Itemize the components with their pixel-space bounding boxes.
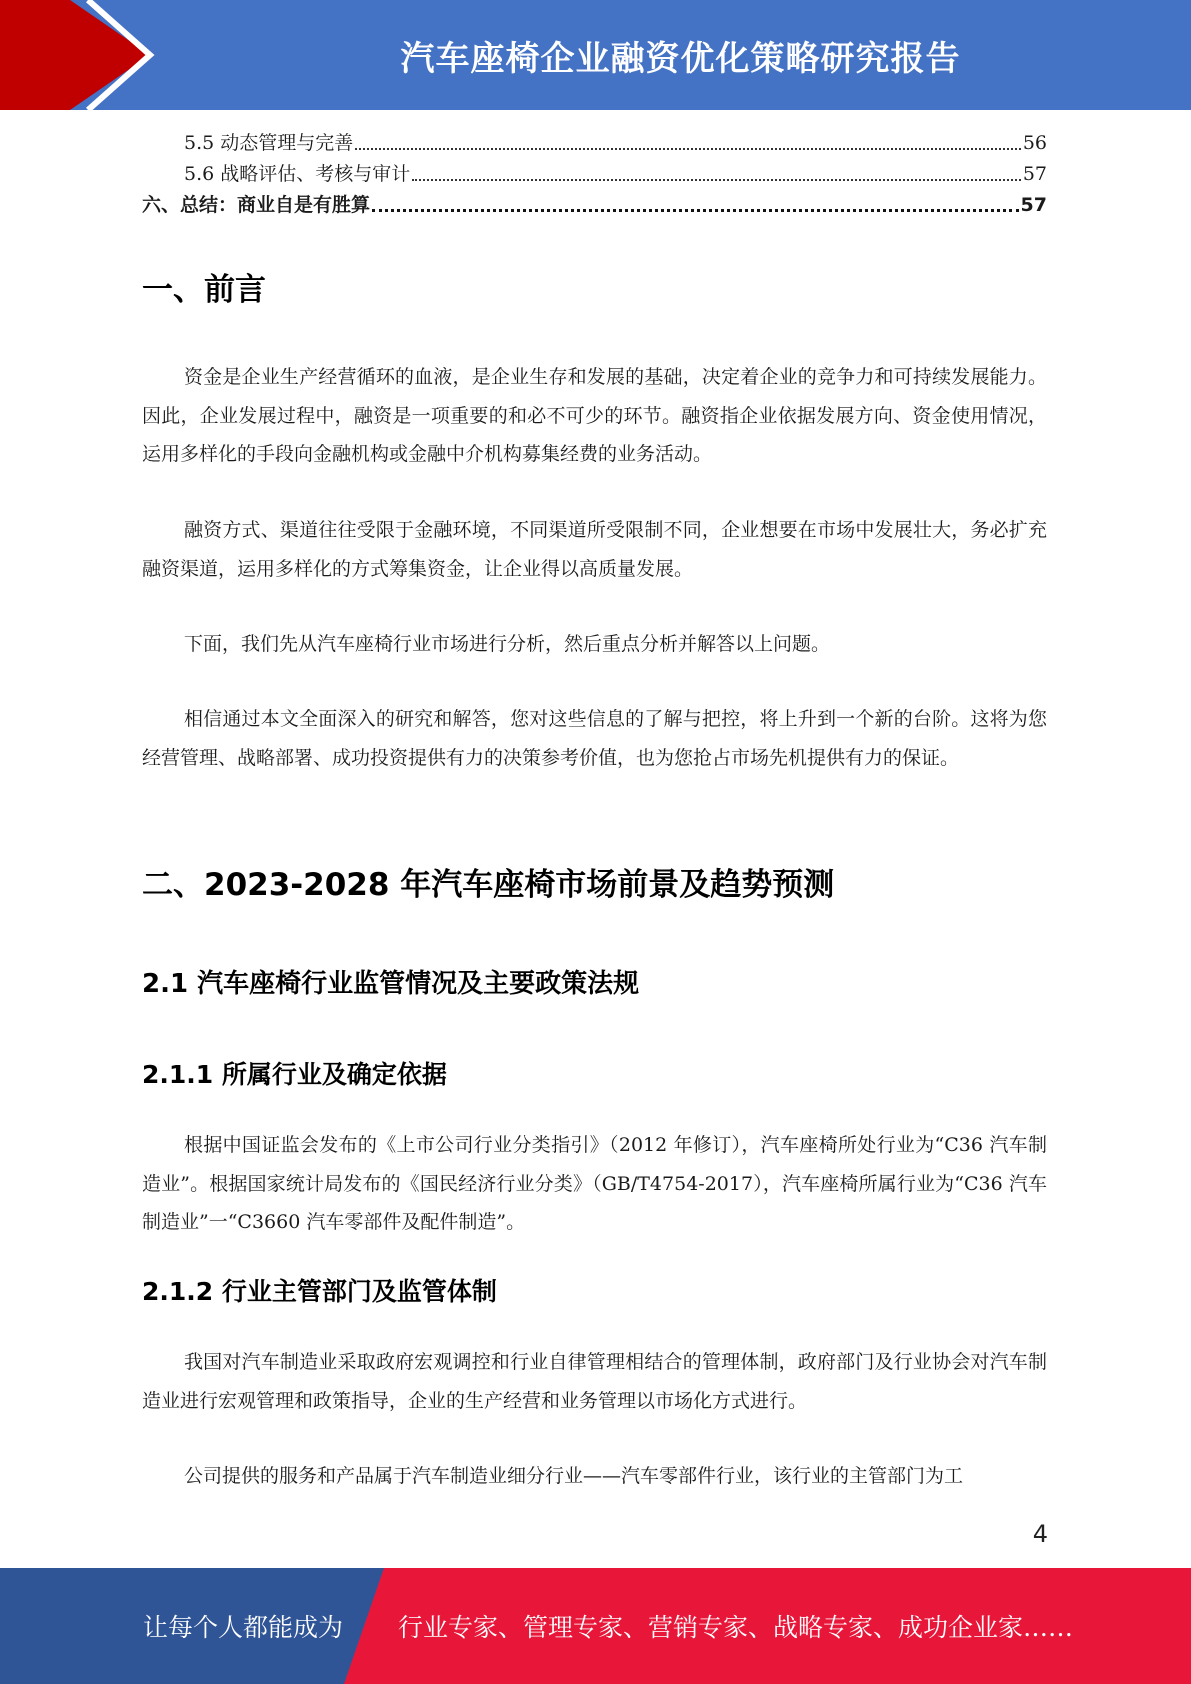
body-paragraph: 融资方式、渠道往往受限于金融环境，不同渠道所受限制不同，企业想要在市场中发展壮大，务必扩充融资渠道，运用多样化的方式筹集资金，让企业得以高质量发展。 (142, 519, 1047, 580)
toc-entry-label: 5.6 战略评估、考核与审计 (184, 163, 411, 185)
toc-entry[interactable] (142, 190, 1047, 220)
toc-leader-dots (372, 209, 1019, 212)
toc-entry-page: 56 (1022, 132, 1047, 154)
subsection-heading-2-1-2: 2.1.2 行业主管部门及监管体制 (142, 1277, 497, 1306)
footer-slogan-left: 让每个人都能成为 (143, 1613, 344, 1642)
subsection-heading-2-1-1: 2.1.1 所属行业及确定依据 (142, 1060, 447, 1089)
toc-entry-page: 57 (1020, 194, 1047, 216)
page-header (0, 0, 1191, 110)
document-title: 汽车座椅企业融资优化策略研究报告 (400, 38, 961, 79)
toc-entry[interactable] (142, 128, 1047, 158)
footer-slogan-right: 行业专家、管理专家、营销专家、战略专家、成功企业家…… (398, 1613, 1074, 1642)
toc-entry[interactable] (142, 159, 1047, 189)
page-footer (0, 1568, 1191, 1684)
toc-entry-label: 六、总结：商业自是有胜算 (142, 194, 371, 216)
toc-entry-page: 57 (1022, 163, 1047, 185)
body-paragraph: 根据中国证监会发布的《上市公司行业分类指引》（2012 年修订），汽车座椅所处行业为“C36 汽车制造业”。根据国家统计局发布的《国民经济行业分类》（GB/T4754-2017），汽车座椅所属行业为“C36 汽车制造业”一“C3660 汽车零部件及配件制造”。 (142, 1134, 1047, 1233)
section-heading-preface: 一、前言 (142, 272, 266, 308)
toc-leader-dots (412, 179, 1021, 181)
page-number: 4 (1032, 1520, 1048, 1548)
body-paragraph: 下面，我们先从汽车座椅行业市场进行分析，然后重点分析并解答以上问题。 (184, 633, 831, 655)
body-paragraph: 资金是企业生产经营循环的血液，是企业生存和发展的基础，决定着企业的竞争力和可持续发展能力。因此，企业发展过程中，融资是一项重要的和必不可少的环节。融资指企业依据发展方向、资金使用情况，运用多样化的手段向金融机构或金融中介机构募集经费的业务活动。 (142, 366, 1047, 465)
body-paragraph: 公司提供的服务和产品属于汽车制造业细分行业——汽车零部件行业，该行业的主管部门为工 (184, 1465, 964, 1487)
subsection-heading-2-1: 2.1 汽车座椅行业监管情况及主要政策法规 (142, 969, 640, 999)
body-paragraph: 我国对汽车制造业采取政府宏观调控和行业自律管理相结合的管理体制，政府部门及行业协会对汽车制造业进行宏观管理和政策指导，企业的生产经营和业务管理以市场化方式进行。 (142, 1351, 1047, 1412)
toc-leader-dots (355, 148, 1021, 150)
section-heading-market: 二、2023-2028 年汽车座椅市场前景及趋势预测 (142, 867, 835, 903)
body-paragraph: 相信通过本文全面深入的研究和解答，您对这些信息的了解与把控，将上升到一个新的台阶。这将为您经营管理、战略部署、成功投资提供有力的决策参考价值，也为您抢占市场先机提供有力的保证。 (142, 708, 1047, 769)
toc-entry-label: 5.5 动态管理与完善 (184, 132, 354, 154)
